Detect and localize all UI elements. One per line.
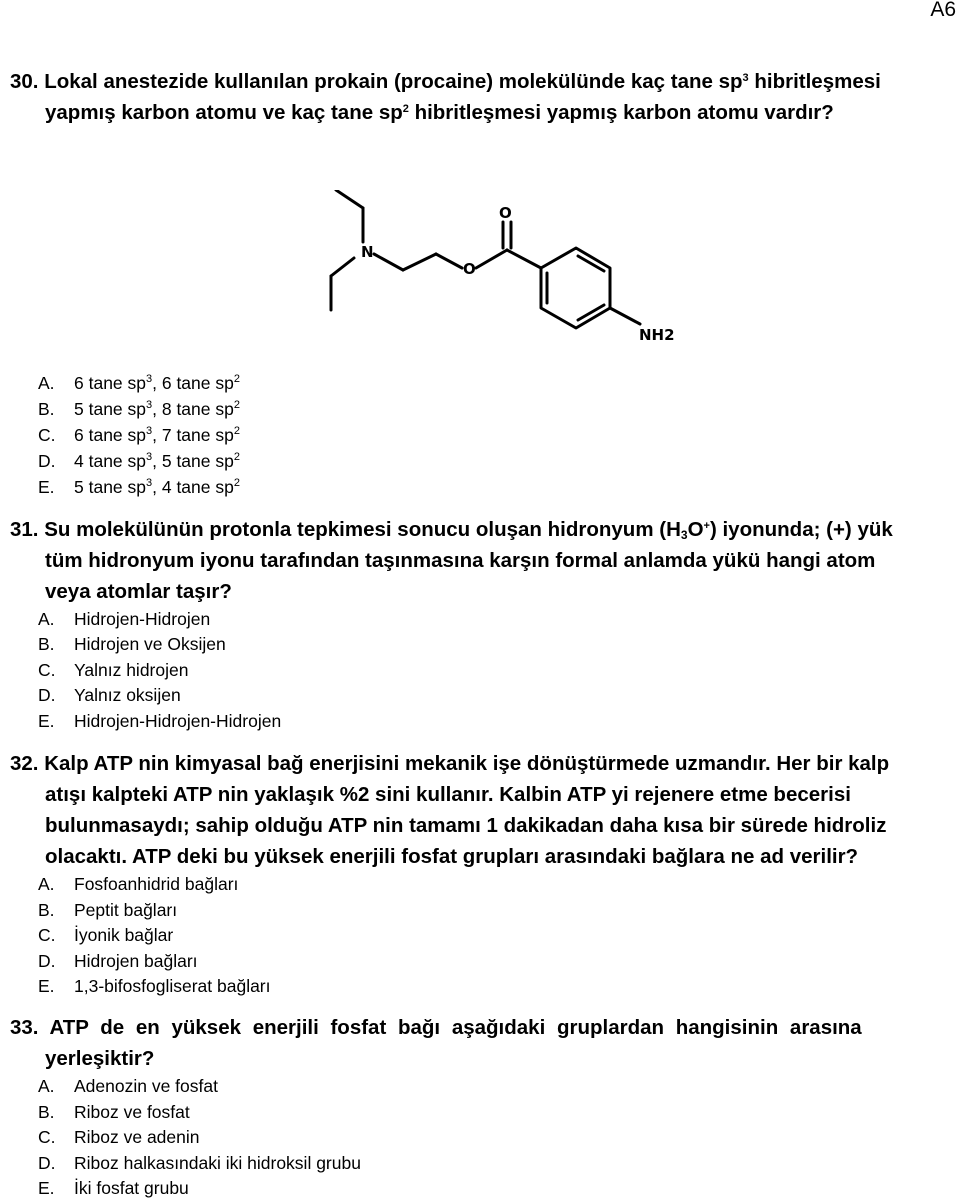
amine-label: NH2 [639, 326, 675, 344]
option-b[interactable] [38, 396, 240, 422]
option-d[interactable] [38, 682, 181, 708]
question-31-line-2: tüm hidronyum iyonu tarafından taşınmasına karşın formal anlamda yükü hangi atom [45, 549, 876, 572]
option-text: 6 tane sp [74, 425, 146, 445]
question-text: hibritleşmesi [748, 70, 881, 93]
option-text: Hidrojen ve Oksijen [74, 634, 226, 654]
option-text: , 4 tane sp [152, 477, 234, 497]
option-d[interactable] [38, 448, 240, 474]
option-letter: D. [38, 451, 56, 471]
question-33-line-2: yerleşiktir? [45, 1047, 155, 1070]
superscript: 3 [146, 425, 153, 437]
bond [436, 254, 462, 268]
option-text: Yalnız oksijen [74, 685, 181, 705]
option-letter: C. [38, 660, 56, 680]
option-text: , 5 tane sp [152, 451, 234, 471]
bond [336, 190, 363, 208]
question-32 [10, 748, 955, 872]
option-letter: A. [38, 1076, 55, 1096]
option-text: Yalnız hidrojen [74, 660, 189, 680]
question-32-line-1 [10, 748, 955, 779]
superscript: 3 [146, 373, 153, 385]
question-number: 32. [10, 752, 39, 775]
superscript: 2 [233, 425, 240, 437]
option-text: Peptit bağları [74, 900, 178, 920]
benzene-ring [541, 248, 610, 328]
superscript: 2 [233, 399, 240, 411]
superscript: 3 [146, 399, 153, 411]
option-text: 4 tane sp [74, 451, 146, 471]
question-text: Kalp ATP nin kimyasal bağ enerjisini mekanik işe dönüştürmede uzmandır. Her bir kalp [44, 752, 890, 775]
question-text: hibritleşmesi yapmış karbon atomu vardır? [408, 101, 834, 124]
bond [610, 308, 640, 324]
option-b[interactable] [38, 897, 177, 923]
option-text: Riboz halkasındaki iki hidroksil grubu [74, 1153, 361, 1173]
question-32-line-2: atışı kalpteki ATP nin yaklaşık %2 sini kullanır. Kalbin ATP yi rejenere etme becerisi [45, 783, 851, 806]
option-text: İki fosfat grubu [74, 1178, 189, 1198]
option-text: İyonik bağlar [74, 925, 174, 945]
question-text: O [687, 518, 704, 541]
option-letter: C. [38, 1127, 56, 1147]
question-text: ) iyonunda; (+) yük [709, 518, 893, 541]
option-text: Adenozin ve fosfat [74, 1076, 218, 1096]
option-c[interactable] [38, 922, 173, 948]
question-number: 33. [10, 1016, 39, 1039]
option-text: Hidrojen-Hidrojen-Hidrojen [74, 711, 282, 731]
question-text: Lokal anestezide kullanılan prokain (procaine) molekülünde kaç tane sp [44, 70, 743, 93]
option-text: Riboz ve fosfat [74, 1102, 190, 1122]
option-a[interactable] [38, 871, 238, 897]
bond [403, 254, 436, 270]
question-text: ATP de en yüksek enerjili fosfat bağı aşağıdaki gruplardan hangisinin arasına [49, 1016, 862, 1039]
bond [507, 250, 541, 268]
option-a[interactable] [38, 370, 240, 396]
question-text: Su molekülünün protonla tepkimesi sonucu oluşan hidronyum (H [44, 518, 681, 541]
option-e[interactable] [38, 973, 271, 999]
option-letter: B. [38, 634, 55, 654]
option-text: , 6 tane sp [152, 373, 234, 393]
question-31-line-1 [10, 514, 955, 545]
question-31-line-3: veya atomlar taşır? [45, 580, 232, 603]
subscript: 3 [680, 528, 688, 542]
option-c[interactable] [38, 1124, 200, 1150]
option-letter: A. [38, 373, 55, 393]
question-32-line-3: bulunmasaydı; sahip olduğu ATP nin tamamı 1 dakikadan daha kısa bir sürede hidroliz [45, 814, 887, 837]
option-letter: D. [38, 951, 56, 971]
superscript: 2 [233, 451, 240, 463]
option-d[interactable] [38, 948, 198, 974]
option-text: 5 tane sp [74, 399, 146, 419]
option-text: Fosfoanhidrid bağları [74, 874, 239, 894]
question-text: yapmış karbon atomu ve kaç tane sp [45, 101, 403, 124]
procaine-structure-diagram [310, 190, 690, 350]
option-letter: B. [38, 900, 55, 920]
option-text: , 8 tane sp [152, 399, 234, 419]
question-30 [10, 66, 955, 128]
option-text: 5 tane sp [74, 477, 146, 497]
superscript: 3 [146, 451, 153, 463]
option-letter: E. [38, 976, 55, 996]
option-letter: B. [38, 399, 55, 419]
option-text: Hidrojen bağları [74, 951, 198, 971]
option-letter: D. [38, 1153, 56, 1173]
carbonyl-oxygen-label: O [499, 204, 512, 222]
question-33 [10, 1012, 955, 1074]
question-30-line-2 [10, 97, 955, 128]
question-30-line-1 [10, 66, 955, 97]
option-e[interactable] [38, 708, 281, 734]
option-e[interactable] [38, 474, 240, 500]
superscript: 3 [146, 477, 153, 489]
option-letter: C. [38, 925, 56, 945]
question-31 [10, 514, 955, 607]
option-e[interactable] [38, 1175, 189, 1201]
option-text: Hidrojen-Hidrojen [74, 609, 211, 629]
option-b[interactable] [38, 631, 226, 657]
superscript: 3 [742, 72, 749, 84]
option-text: , 7 tane sp [152, 425, 234, 445]
option-letter: E. [38, 711, 55, 731]
option-c[interactable] [38, 657, 188, 683]
option-letter: E. [38, 1178, 55, 1198]
bond [476, 250, 507, 268]
superscript: + [703, 520, 710, 532]
superscript: 2 [233, 373, 240, 385]
option-letter: A. [38, 609, 55, 629]
option-a[interactable] [38, 1073, 218, 1099]
page-number: A6 [930, 0, 956, 21]
option-letter: B. [38, 1102, 55, 1122]
question-33-line-1 [10, 1012, 955, 1043]
question-number: 31. [10, 518, 39, 541]
bond [374, 254, 403, 270]
superscript: 2 [402, 103, 409, 115]
option-letter: A. [38, 874, 55, 894]
option-b[interactable] [38, 1099, 190, 1125]
option-text: Riboz ve adenin [74, 1127, 200, 1147]
bond [331, 258, 354, 276]
superscript: 2 [233, 477, 240, 489]
option-letter: C. [38, 425, 56, 445]
option-text: 1,3-bifosfogliserat bağları [74, 976, 271, 996]
option-letter: D. [38, 685, 56, 705]
option-letter: E. [38, 477, 55, 497]
option-c[interactable] [38, 422, 240, 448]
ester-oxygen-label: O [463, 260, 476, 278]
option-a[interactable] [38, 606, 210, 632]
question-32-line-4: olacaktı. ATP deki bu yüksek enerjili fosfat grupları arasındaki bağlara ne ad verilir? [45, 845, 859, 868]
option-text: 6 tane sp [74, 373, 146, 393]
nitrogen-label: N [361, 243, 374, 261]
option-d[interactable] [38, 1150, 361, 1176]
question-number: 30. [10, 70, 39, 93]
